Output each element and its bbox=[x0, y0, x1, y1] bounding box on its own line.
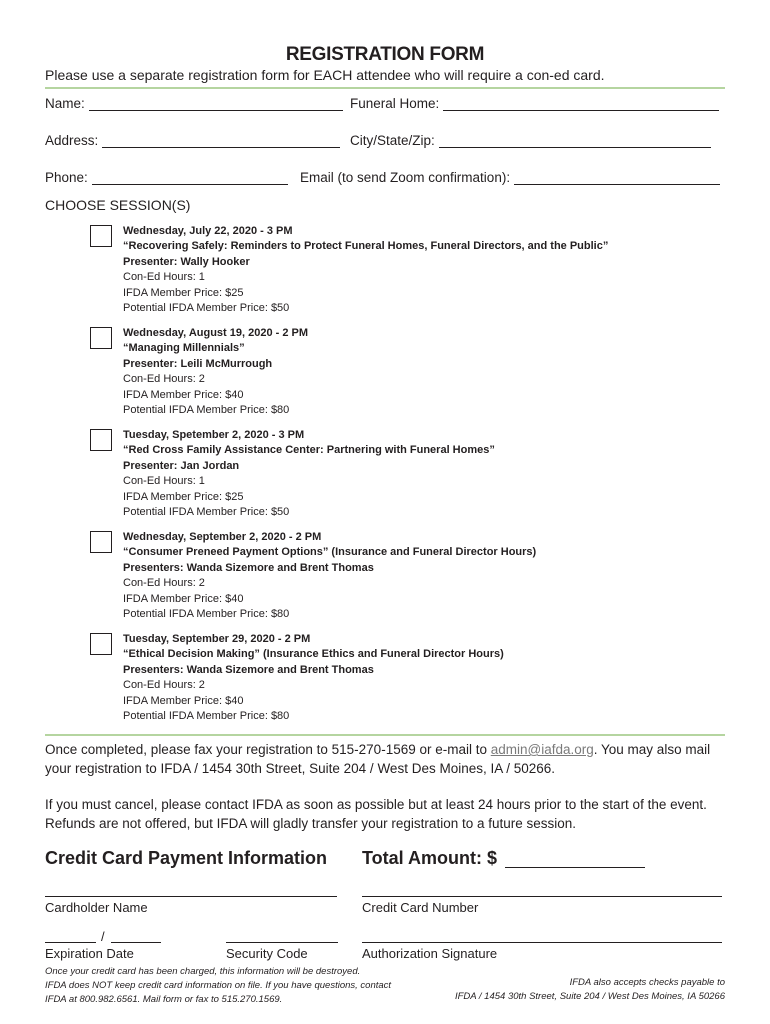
session-title: “Red Cross Family Assistance Center: Partnering with Funeral Homes” bbox=[123, 444, 495, 457]
footer-line: IFDA at 800.982.6561. Mail form or fax to 515.270.1569. bbox=[45, 994, 283, 1005]
session-hours: Con-Ed Hours: 1 bbox=[123, 475, 205, 488]
cardholder-name-line[interactable] bbox=[45, 895, 337, 897]
footer-line: IFDA also accepts checks payable to bbox=[569, 977, 725, 988]
session-potential-price: Potential IFDA Member Price: $80 bbox=[123, 710, 290, 723]
name-line[interactable] bbox=[89, 98, 343, 111]
session-item bbox=[123, 326, 308, 418]
session-hours: Con-Ed Hours: 1 bbox=[123, 271, 205, 284]
mail-text: . You may also mail your registration to IFDA / 1454 30th Street, Suite 204 / West Des Moines, IA / 50266. bbox=[45, 742, 711, 776]
session-member-price: IFDA Member Price: $25 bbox=[123, 490, 244, 503]
session-item bbox=[123, 632, 504, 724]
expiration-label: Expiration Date bbox=[45, 946, 134, 961]
session-potential-price: Potential IFDA Member Price: $80 bbox=[123, 608, 290, 621]
security-code-label: Security Code bbox=[226, 946, 308, 961]
security-code-line[interactable] bbox=[226, 941, 338, 943]
page-title: REGISTRATION FORM bbox=[285, 44, 485, 65]
session-item bbox=[123, 428, 495, 520]
session-hours: Con-Ed Hours: 2 bbox=[123, 679, 205, 692]
session-date: Tuesday, September 29, 2020 - 2 PM bbox=[123, 633, 311, 645]
session-checkbox[interactable] bbox=[90, 633, 112, 655]
session-checkbox[interactable] bbox=[90, 225, 112, 247]
form-instructions: Please use a separate registration form for EACH attendee who will require a con-ed card. bbox=[45, 67, 605, 83]
session-presenter: Presenter: Leili McMurrough bbox=[123, 357, 273, 370]
session-checkbox[interactable] bbox=[90, 429, 112, 451]
session-title: “Ethical Decision Making” (Insurance Ethics and Funeral Director Hours) bbox=[123, 648, 504, 661]
session-item bbox=[123, 530, 536, 622]
fax-text: Once completed, please fax your registration to 515-270-1569 or e-mail to bbox=[45, 742, 491, 757]
session-member-price: IFDA Member Price: $25 bbox=[123, 286, 244, 299]
expiration-month-line[interactable] bbox=[45, 941, 96, 943]
session-member-price: IFDA Member Price: $40 bbox=[123, 592, 244, 605]
submission-instructions bbox=[45, 740, 725, 778]
session-item bbox=[123, 224, 608, 316]
footer-line: Once your credit card has been charged, this information will be destroyed. bbox=[45, 966, 361, 977]
email-link[interactable]: admin@iafda.org bbox=[490, 742, 594, 757]
signature-line[interactable] bbox=[362, 941, 722, 943]
phone-line[interactable] bbox=[92, 172, 288, 185]
funeral-home-line[interactable] bbox=[443, 98, 719, 111]
session-presenter: Presenter: Jan Jordan bbox=[123, 459, 240, 472]
address-label: Address: bbox=[45, 133, 99, 148]
session-title: “Recovering Safely: Reminders to Protect Funeral Homes, Funeral Directors, and the Public” bbox=[123, 240, 609, 253]
phone-label: Phone: bbox=[45, 170, 88, 185]
session-member-price: IFDA Member Price: $40 bbox=[123, 388, 244, 401]
signature-label: Authorization Signature bbox=[362, 946, 498, 961]
session-hours: Con-Ed Hours: 2 bbox=[123, 577, 205, 590]
total-amount-label: Total Amount: $ bbox=[362, 848, 497, 868]
divider bbox=[45, 87, 725, 89]
name-label: Name: bbox=[45, 96, 85, 111]
city-state-zip-label: City/State/Zip: bbox=[350, 133, 435, 148]
name-field[interactable] bbox=[45, 96, 343, 111]
session-date: Tuesday, Spetember 2, 2020 - 3 PM bbox=[123, 429, 305, 441]
email-field[interactable] bbox=[300, 170, 720, 185]
funeral-home-label: Funeral Home: bbox=[350, 96, 440, 111]
footer-checks-note bbox=[430, 976, 725, 1004]
address-field[interactable] bbox=[45, 133, 340, 148]
expiration-slash: / bbox=[101, 929, 105, 944]
session-date: Wednesday, July 22, 2020 - 3 PM bbox=[123, 225, 293, 237]
expiration-year-line[interactable] bbox=[111, 941, 161, 943]
session-potential-price: Potential IFDA Member Price: $50 bbox=[123, 302, 290, 315]
session-title: “Consumer Preneed Payment Options” (Insurance and Funeral Director Hours) bbox=[123, 546, 537, 559]
card-number-line[interactable] bbox=[362, 895, 722, 897]
footer-line: IFDA / 1454 30th Street, Suite 204 / West Des Moines, IA 50266 bbox=[454, 991, 725, 1002]
session-presenter: Presenters: Wanda Sizemore and Brent Thomas bbox=[123, 561, 374, 574]
email-label: Email (to send Zoom confirmation): bbox=[300, 170, 511, 185]
session-date: Wednesday, August 19, 2020 - 2 PM bbox=[123, 327, 309, 339]
divider bbox=[45, 734, 725, 736]
session-hours: Con-Ed Hours: 2 bbox=[123, 373, 205, 386]
session-potential-price: Potential IFDA Member Price: $50 bbox=[123, 506, 290, 519]
payment-heading: Credit Card Payment Information bbox=[45, 848, 328, 868]
funeral-home-field[interactable] bbox=[350, 96, 719, 111]
phone-field[interactable] bbox=[45, 170, 288, 185]
card-number-label: Credit Card Number bbox=[362, 900, 479, 915]
session-presenter: Presenters: Wanda Sizemore and Brent Thomas bbox=[123, 663, 374, 676]
email-line[interactable] bbox=[514, 172, 720, 185]
city-state-zip-line[interactable] bbox=[439, 135, 711, 148]
session-checkbox[interactable] bbox=[90, 531, 112, 553]
total-amount-line[interactable] bbox=[505, 866, 645, 868]
cancellation-policy: If you must cancel, please contact IFDA as soon as possible but at least 24 hours prior to the start of the event. Refunds are not offered, but IFDA will gladly transfer your registration to a future session. bbox=[45, 797, 707, 831]
session-presenter: Presenter: Wally Hooker bbox=[123, 255, 250, 268]
footer-disclaimer bbox=[45, 965, 445, 1007]
session-member-price: IFDA Member Price: $40 bbox=[123, 694, 244, 707]
session-potential-price: Potential IFDA Member Price: $80 bbox=[123, 404, 290, 417]
address-line[interactable] bbox=[102, 135, 340, 148]
session-checkbox[interactable] bbox=[90, 327, 112, 349]
session-date: Wednesday, September 2, 2020 - 2 PM bbox=[123, 531, 322, 543]
sessions-heading: CHOOSE SESSION(S) bbox=[45, 197, 191, 213]
footer-line: IFDA does NOT keep credit card information on file. If you have questions, contact bbox=[45, 980, 392, 991]
cardholder-name-label: Cardholder Name bbox=[45, 900, 148, 915]
city-state-zip-field[interactable] bbox=[350, 133, 711, 148]
session-title: “Managing Millennials” bbox=[123, 342, 245, 355]
